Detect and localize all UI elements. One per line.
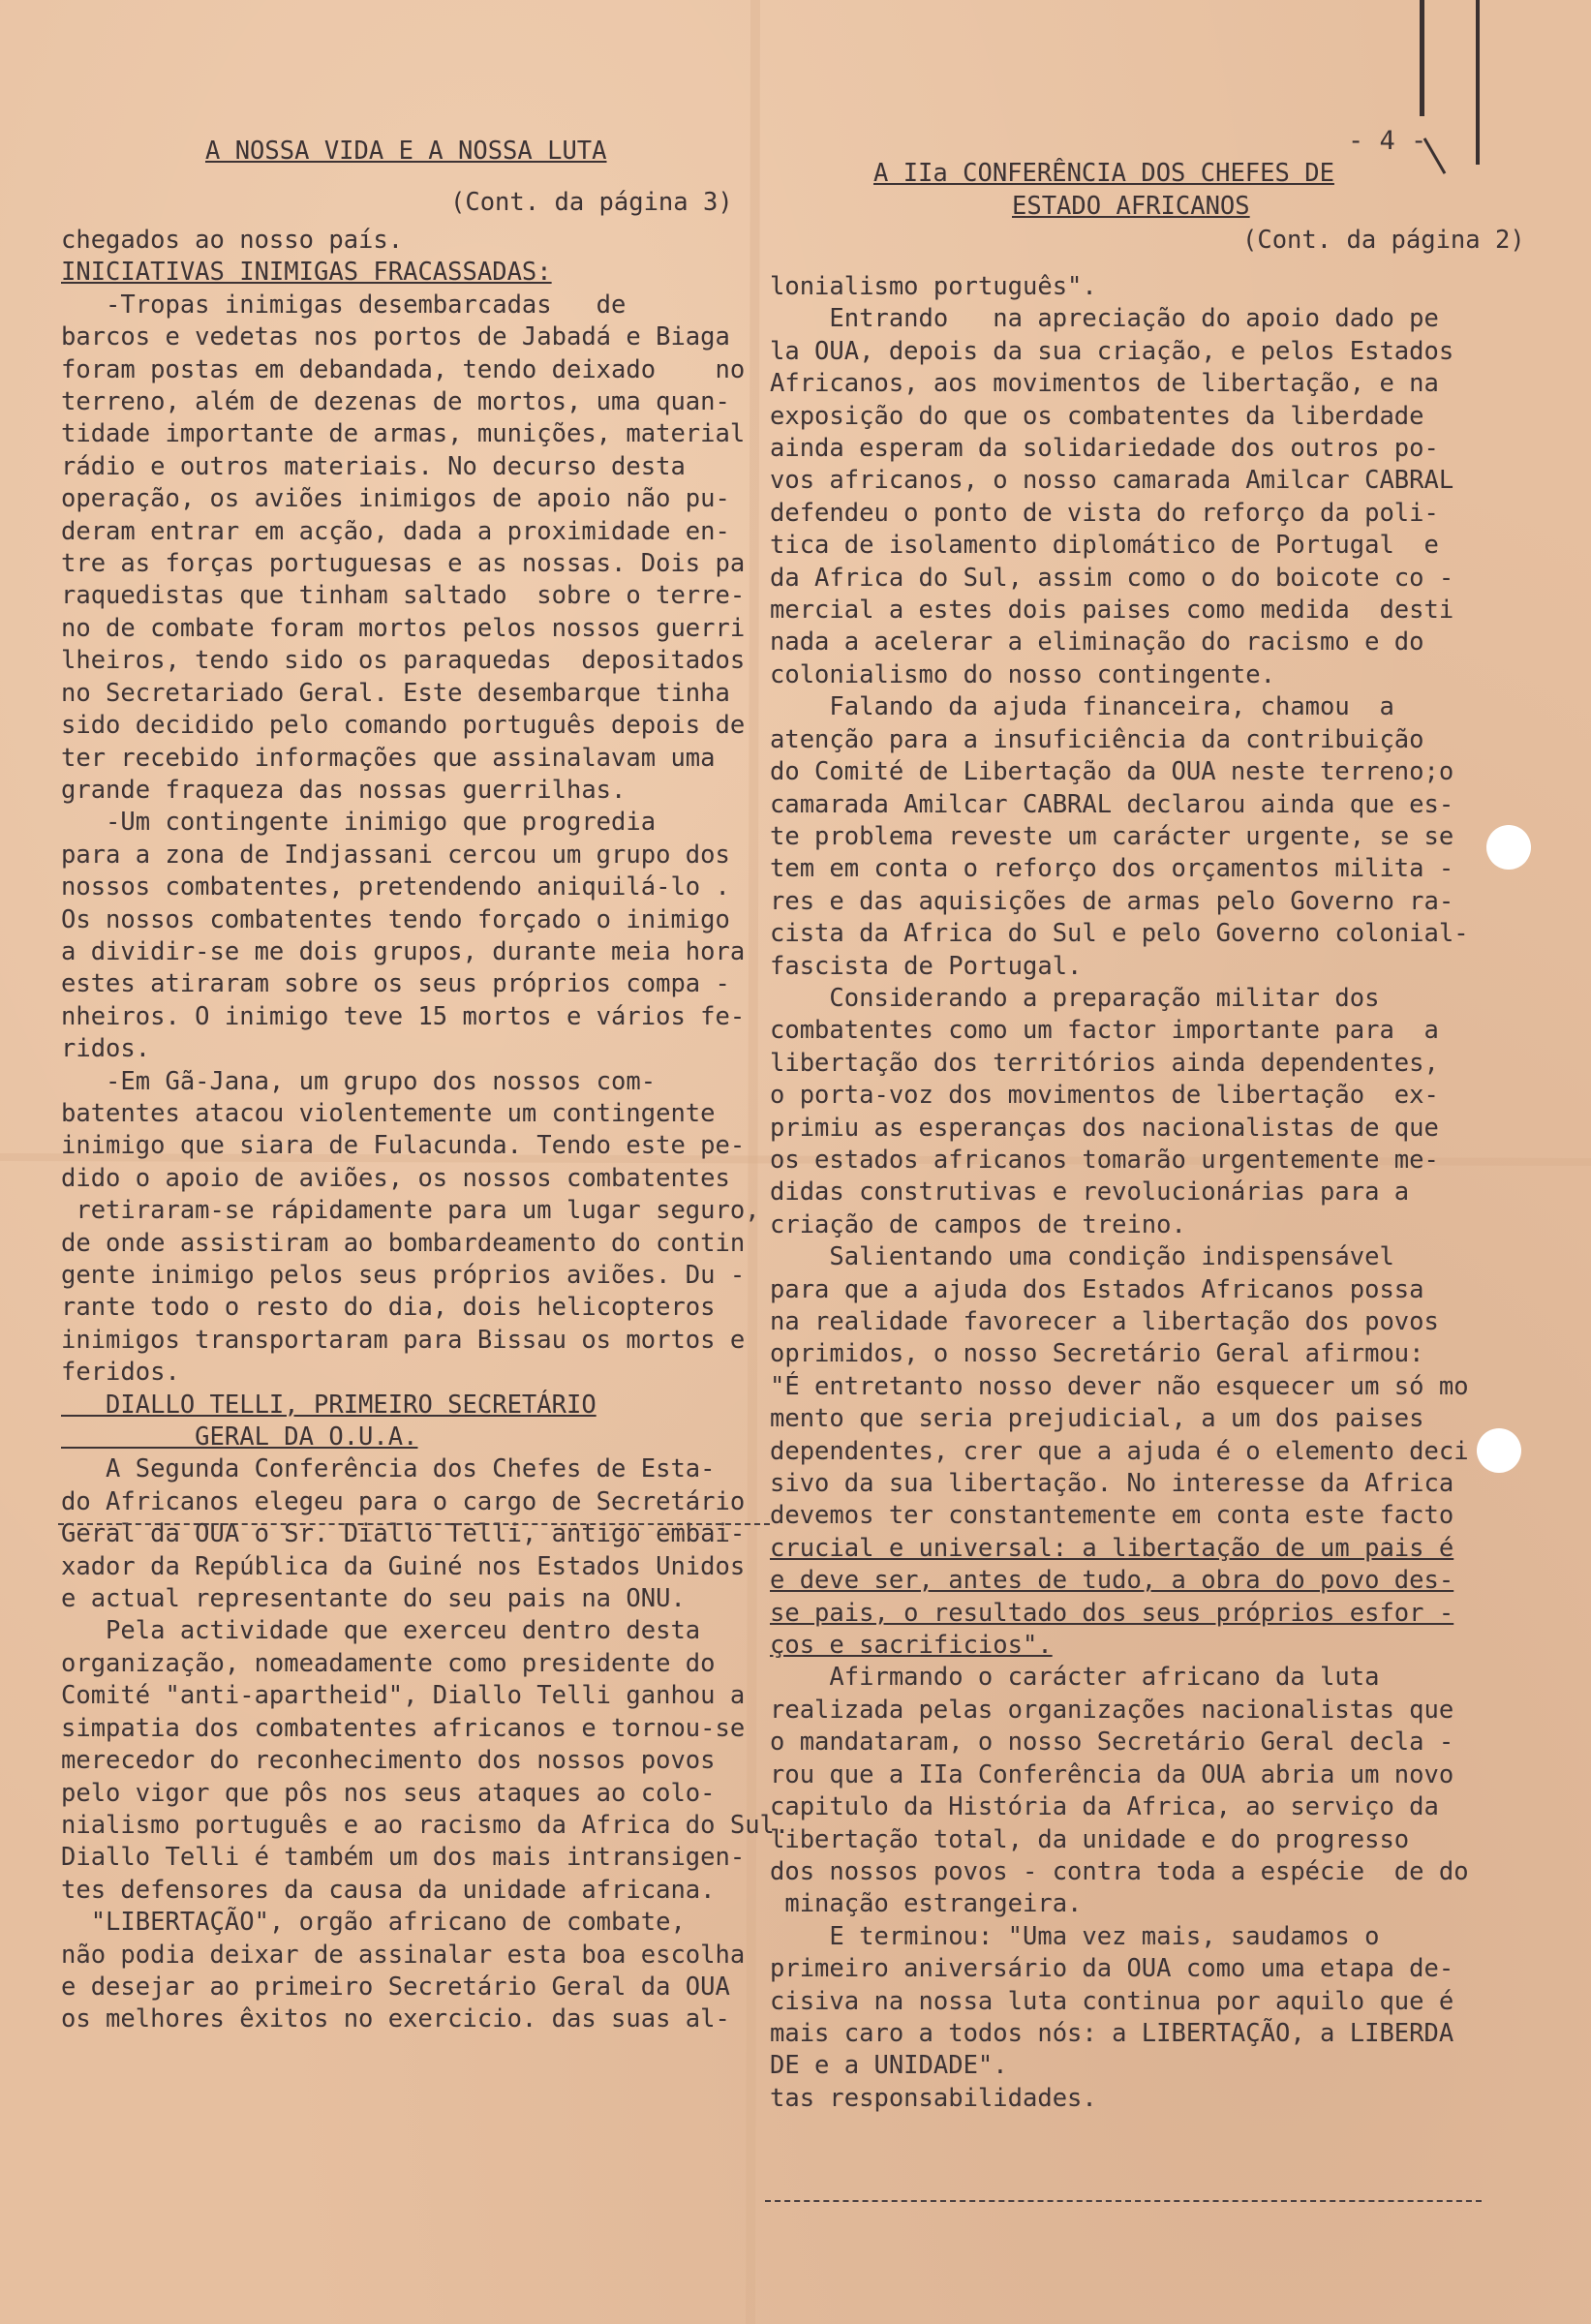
- text-line: o mandataram, o nosso Secretário Geral decla -: [770, 1728, 1454, 1758]
- text-line: terreno, além de dezenas de mortos, uma quan-: [61, 387, 730, 417]
- text-line: para a zona de Indjassani cercou um grupo dos: [61, 840, 730, 870]
- text-line: ter recebido informações que assinalavam uma: [61, 743, 716, 773]
- text-line: Os nossos combatentes tendo forçado o inimigo: [61, 904, 730, 934]
- text-line: Africanos, aos movimentos de libertação, e na: [770, 369, 1439, 399]
- text-line: ainda esperam da solidariedade dos outros po-: [770, 434, 1439, 464]
- text-line: E terminou: "Uma vez mais, saudamos o: [770, 1921, 1380, 1951]
- text-line: sido decidido pelo comando português depois de: [61, 711, 746, 741]
- text-line: tes defensores da causa da unidade africana.: [61, 1875, 716, 1905]
- text-line: A Segunda Conferência dos Chefes de Esta-: [61, 1454, 716, 1484]
- text-line: res e das aquisições de armas pelo Governo ra-: [770, 886, 1454, 916]
- text-line: colonialismo do nosso contingente.: [770, 659, 1275, 689]
- text-line: do Africanos elegeu para o cargo de Secretário: [61, 1486, 746, 1516]
- text-line: chegados ao nosso país.: [61, 226, 404, 255]
- text-line: tre as forças portuguesas e as nossas. Dois pa: [61, 549, 746, 579]
- right-section-title-line1: A IIa CONFERÊNCIA DOS CHEFES DE: [873, 159, 1334, 188]
- text-line: libertação total, da unidade e do progresso: [770, 1824, 1410, 1854]
- text-line: dos nossos povos - contra toda a espécie de do: [770, 1856, 1469, 1886]
- text-line: rou que a IIa Conferência da OUA abria um novo: [770, 1759, 1454, 1789]
- text-line: deram entrar em acção, dada a proximidade en-: [61, 516, 730, 546]
- text-line: barcos e vedetas nos portos de Jabadá e Biaga: [61, 322, 730, 352]
- text-line: grande fraqueza das nossas guerrilhas.: [61, 775, 627, 805]
- text-line: lheiros, tendo sido os paraquedas depositados: [61, 646, 746, 676]
- text-line: mais caro a todos nós: a LIBERTAÇÃO, a LIBERDA: [770, 2018, 1454, 2048]
- text-line: foram postas em debandada, tendo deixado no: [61, 354, 746, 384]
- text-line: realizada pelas organizações nacionalistas que: [770, 1695, 1454, 1725]
- text-line: atenção para a insuficiência da contribuição: [770, 724, 1424, 754]
- text-line: os estados africanos tomarão urgentemente me-: [770, 1145, 1439, 1175]
- text-line: o porta-voz dos movimentos de libertação ex-: [770, 1081, 1439, 1111]
- text-line: cisiva na nossa luta continua por aquilo que é: [770, 1986, 1454, 2016]
- text-line: "É entretanto nosso dever não esquecer um só mo: [770, 1371, 1469, 1401]
- text-line: rádio e outros materiais. No decurso desta: [61, 451, 686, 481]
- text-line: pelo vigor que pôs nos seus ataques ao colo-: [61, 1778, 716, 1808]
- text-line: ridos.: [61, 1034, 151, 1064]
- text-line: tem em conta o reforço dos orçamentos milita -: [770, 854, 1454, 884]
- text-line: -Em Gã-Jana, um grupo dos nossos com-: [61, 1066, 657, 1096]
- subheading-iniciativas: INICIATIVAS INIMIGAS FRACASSADAS:: [61, 258, 552, 288]
- text-line: tas responsabilidades.: [770, 2083, 1097, 2113]
- subheading-diallo-telli-2: GERAL DA O.U.A.: [61, 1422, 418, 1452]
- text-line: -Tropas inimigas desembarcadas de: [61, 290, 627, 320]
- text-line: combatentes como um factor importante para a: [770, 1016, 1439, 1046]
- text-line: organização, nomeadamente como presidente do: [61, 1648, 716, 1678]
- text-line: camarada Amilcar CABRAL declarou ainda que es-: [770, 789, 1454, 819]
- text-line: Entrando na apreciação do apoio dado pe: [770, 304, 1439, 334]
- text-line: dido o apoio de aviões, os nossos combatentes: [61, 1163, 730, 1193]
- text-line: Diallo Telli é também um dos mais intransigen-: [61, 1843, 746, 1873]
- right-section-title-line2: ESTADO AFRICANOS: [1012, 192, 1250, 221]
- text-line: da Africa do Sul, assim como o do boicote co -: [770, 563, 1454, 593]
- text-line: Pela actividade que exerceu dentro desta: [61, 1616, 701, 1646]
- text-line: xador da República da Guiné nos Estados Unidos: [61, 1551, 746, 1581]
- page-number: - 4 -: [1348, 126, 1427, 156]
- text-line: primiu as esperanças dos nacionalistas de que: [770, 1113, 1439, 1143]
- text-line: cista da Africa do Sul e pelo Governo colonial-: [770, 919, 1469, 949]
- text-line: Salientando uma condição indispensável: [770, 1242, 1394, 1272]
- text-line: nossos combatentes, pretendendo aniquilá-lo .: [61, 872, 730, 902]
- text-line: nada a acelerar a eliminação do racismo e do: [770, 627, 1424, 657]
- text-line: -Um contingente inimigo que progredia: [61, 808, 657, 838]
- text-line: vos africanos, o nosso camarada Amilcar CABRAL: [770, 466, 1454, 496]
- text-line: Geral da OUA o Sr. Diallo Telli, antigo embai-: [61, 1519, 746, 1549]
- text-line: retiraram-se rápidamente para um lugar seguro,: [61, 1196, 760, 1226]
- text-line: sivo da sua libertação. No interesse da Africa: [770, 1469, 1454, 1499]
- text-line: no de combate foram mortos pelos nossos guerri: [61, 613, 746, 643]
- text-line: inimigos transportaram para Bissau os mortos e: [61, 1325, 746, 1355]
- right-continuation-note: (Cont. da página 2): [1242, 226, 1525, 255]
- text-line: devemos ter constantemente em conta este facto: [770, 1501, 1454, 1531]
- text-line: nialismo português e ao racismo da Africa do Sul.: [61, 1810, 790, 1840]
- text-line: feridos.: [61, 1358, 180, 1388]
- text-line: libertação dos territórios ainda dependentes,: [770, 1048, 1439, 1078]
- text-line: os melhores êxitos no exercicio. das suas al-: [61, 2004, 730, 2034]
- text-line: DE e a UNIDADE".: [770, 2051, 1008, 2081]
- text-line: la OUA, depois da sua criação, e pelos Estados: [770, 336, 1454, 366]
- margin-mark-vertical: [1420, 0, 1424, 116]
- text-line: a dividir-se me dois grupos, durante meia hora: [61, 936, 746, 966]
- text-line: na realidade favorecer a libertação dos povos: [770, 1307, 1439, 1336]
- column-end-separator: [765, 2200, 1482, 2202]
- text-line: Falando da ajuda financeira, chamou a: [770, 692, 1394, 722]
- emphasized-quote-line: ços e sacrificios".: [770, 1631, 1053, 1661]
- text-line: batentes atacou violentemente um contingente: [61, 1098, 716, 1128]
- text-line: mercial a estes dois paises como medida desti: [770, 596, 1454, 626]
- text-line: oprimidos, o nosso Secretário Geral afirmou:: [770, 1339, 1424, 1369]
- text-line: no Secretariado Geral. Este desembarque tinha: [61, 678, 730, 708]
- text-line: tidade importante de armas, munições, material: [61, 419, 746, 449]
- subheading-diallo-telli-1: DIALLO TELLI, PRIMEIRO SECRETÁRIO: [61, 1390, 597, 1420]
- text-line: exposição do que os combatentes da liberdade: [770, 401, 1424, 431]
- emphasized-quote-line: se pais, o resultado dos seus próprios esfor -: [770, 1598, 1454, 1628]
- left-section-title: A NOSSA VIDA E A NOSSA LUTA: [205, 137, 607, 166]
- text-line: simpatia dos combatentes africanos e tornou-se: [61, 1713, 746, 1743]
- emphasized-quote-line: e deve ser, antes de tudo, a obra do povo des-: [770, 1566, 1454, 1596]
- text-line: do Comité de Libertação da OUA neste terreno;o: [770, 757, 1454, 787]
- text-line: lonialismo português".: [770, 272, 1097, 301]
- text-line: Afirmando o carácter africano da luta: [770, 1663, 1380, 1693]
- text-line: capitulo da História da Africa, ao serviço da: [770, 1792, 1439, 1822]
- text-line: merecedor do reconhecimento dos nossos povos: [61, 1746, 716, 1776]
- emphasized-quote-line: crucial e universal: a libertação de um pais é: [770, 1533, 1454, 1563]
- punch-hole: [1477, 1428, 1521, 1473]
- text-line: de onde assistiram ao bombardeamento do contin: [61, 1228, 746, 1258]
- margin-mark-vertical: [1476, 0, 1480, 165]
- text-line: operação, os aviões inimigos de apoio não pu-: [61, 484, 730, 514]
- text-line: para que a ajuda dos Estados Africanos possa: [770, 1274, 1424, 1304]
- text-line: não podia deixar de assinalar esta boa escolha: [61, 1940, 746, 1970]
- text-line: gente inimigo pelos seus próprios aviões. Du -: [61, 1261, 746, 1290]
- text-line: fascista de Portugal.: [770, 951, 1083, 981]
- right-column: [770, 271, 1482, 2115]
- punch-hole: [1486, 825, 1531, 870]
- text-line: Considerando a preparação militar dos: [770, 983, 1380, 1013]
- section-separator: [58, 1523, 770, 1525]
- left-continuation-note: (Cont. da página 3): [450, 188, 733, 217]
- text-line: rante todo o resto do dia, dois helicopteros: [61, 1293, 716, 1323]
- text-line: primeiro aniversário da OUA como uma etapa de-: [770, 1954, 1454, 1984]
- text-line: "LIBERTAÇÃO", orgão africano de combate,: [61, 1908, 686, 1938]
- text-line: dependentes, crer que a ajuda é o elemento deci: [770, 1436, 1469, 1466]
- left-column: [61, 225, 790, 2036]
- text-line: didas construtivas e revolucionárias para a: [770, 1177, 1410, 1208]
- text-line: tica de isolamento diplomático de Portugal e: [770, 531, 1439, 561]
- text-line: inimigo que siara de Fulacunda. Tendo este pe-: [61, 1131, 746, 1161]
- text-line: defendeu o ponto de vista do reforço da poli-: [770, 498, 1439, 528]
- text-line: mento que seria prejudicial, a um dos paises: [770, 1404, 1424, 1434]
- text-line: e actual representante do seu pais na ONU.: [61, 1584, 686, 1614]
- text-line: nheiros. O inimigo teve 15 mortos e vários fe-: [61, 1001, 746, 1031]
- text-line: e desejar ao primeiro Secretário Geral da OUA: [61, 1972, 730, 2002]
- text-line: estes atiraram sobre os seus próprios compa -: [61, 969, 730, 999]
- text-line: criação de campos de treino.: [770, 1209, 1186, 1239]
- text-line: minação estrangeira.: [770, 1889, 1083, 1919]
- text-line: Comité "anti-apartheid", Diallo Telli ganhou a: [61, 1681, 746, 1711]
- text-line: te problema reveste um carácter urgente, se se: [770, 821, 1454, 851]
- text-line: raquedistas que tinham saltado sobre o terre-: [61, 581, 746, 611]
